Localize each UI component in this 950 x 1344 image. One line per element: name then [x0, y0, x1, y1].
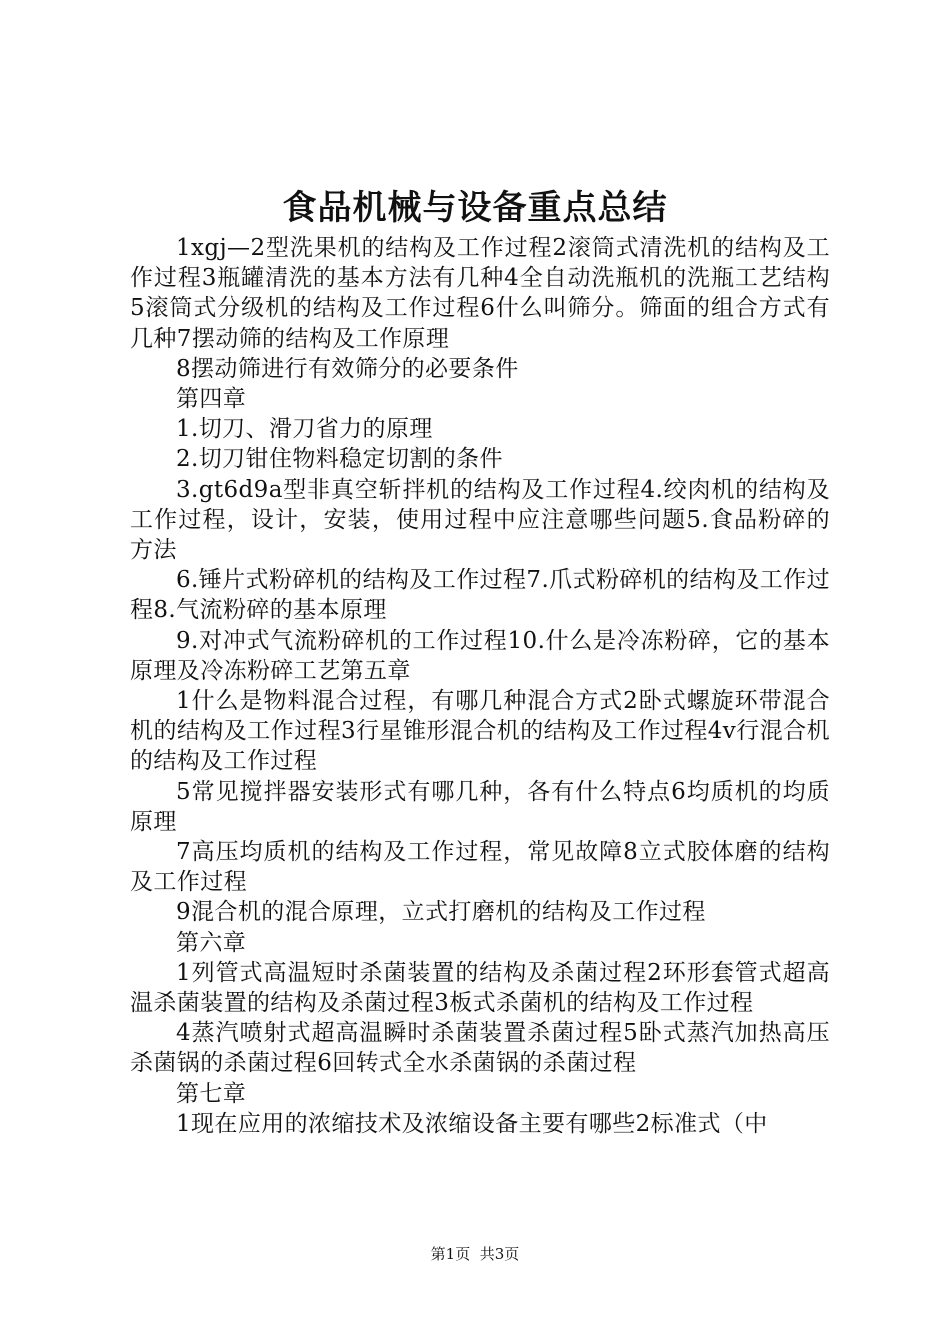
- paragraph: 9.对冲式气流粉碎机的工作过程10.什么是冷冻粉碎，它的基本原理及冷冻粉碎工艺第五章: [130, 627, 830, 684]
- paragraph: 5常见搅拌器安装形式有哪几种，各有什么特点6均质机的均质原理: [130, 778, 830, 835]
- page-total: 共3页: [479, 1245, 520, 1263]
- paragraph: 6.锤片式粉碎机的结构及工作过程7.爪式粉碎机的结构及工作过程8.气流粉碎的基本原理: [130, 567, 830, 624]
- paragraph: 1xgj—2型洗果机的结构及工作过程2滚筒式清洗机的结构及工作过程3瓶罐清洗的基本方法有几种4全自动洗瓶机的洗瓶工艺结构5滚筒式分级机的结构及工作过程6什么叫筛分。筛面的组合方式有几种7摆动筛的结构及工作原理: [130, 235, 830, 352]
- paragraph: 1.切刀、滑刀省力的原理: [176, 416, 433, 443]
- chapter-heading: 第七章: [176, 1080, 247, 1107]
- page-footer: [0, 1244, 950, 1264]
- paragraph: 8摆动筛进行有效筛分的必要条件: [176, 355, 519, 382]
- paragraph: 7高压均质机的结构及工作过程，常见故障8立式胶体磨的结构及工作过程: [130, 839, 830, 896]
- paragraph: 9混合机的混合原理，立式打磨机的结构及工作过程: [176, 899, 706, 926]
- document-body: [130, 233, 830, 1139]
- paragraph: 4蒸汽喷射式超高温瞬时杀菌装置杀菌过程5卧式蒸汽加热高压杀菌锅的杀菌过程6回转式全水杀菌锅的杀菌过程: [130, 1020, 830, 1077]
- document-title: 食品机械与设备重点总结: [282, 188, 668, 228]
- paragraph: 1列管式高温短时杀菌装置的结构及杀菌过程2环形套管式超高温杀菌装置的结构及杀菌过程3板式杀菌机的结构及工作过程: [130, 959, 830, 1017]
- chapter-heading: 第四章: [176, 386, 247, 413]
- page-number: 第1页: [430, 1245, 471, 1263]
- paragraph: 3.gt6d9a型非真空斩拌机的结构及工作过程4.绞肉机的结构及工作过程，设计，安装，使用过程中应注意哪些问题5.食品粉碎的方法: [130, 476, 830, 564]
- paragraph: 2.切刀钳住物料稳定切割的条件: [176, 446, 503, 473]
- chapter-heading: 第六章: [176, 929, 247, 956]
- paragraph: 1什么是物料混合过程，有哪几种混合方式2卧式螺旋环带混合机的结构及工作过程3行星锥形混合机的结构及工作过程4v行混合机的结构及工作过程: [130, 688, 830, 775]
- paragraph: 1现在应用的浓缩技术及浓缩设备主要有哪些2标准式（中: [176, 1110, 768, 1137]
